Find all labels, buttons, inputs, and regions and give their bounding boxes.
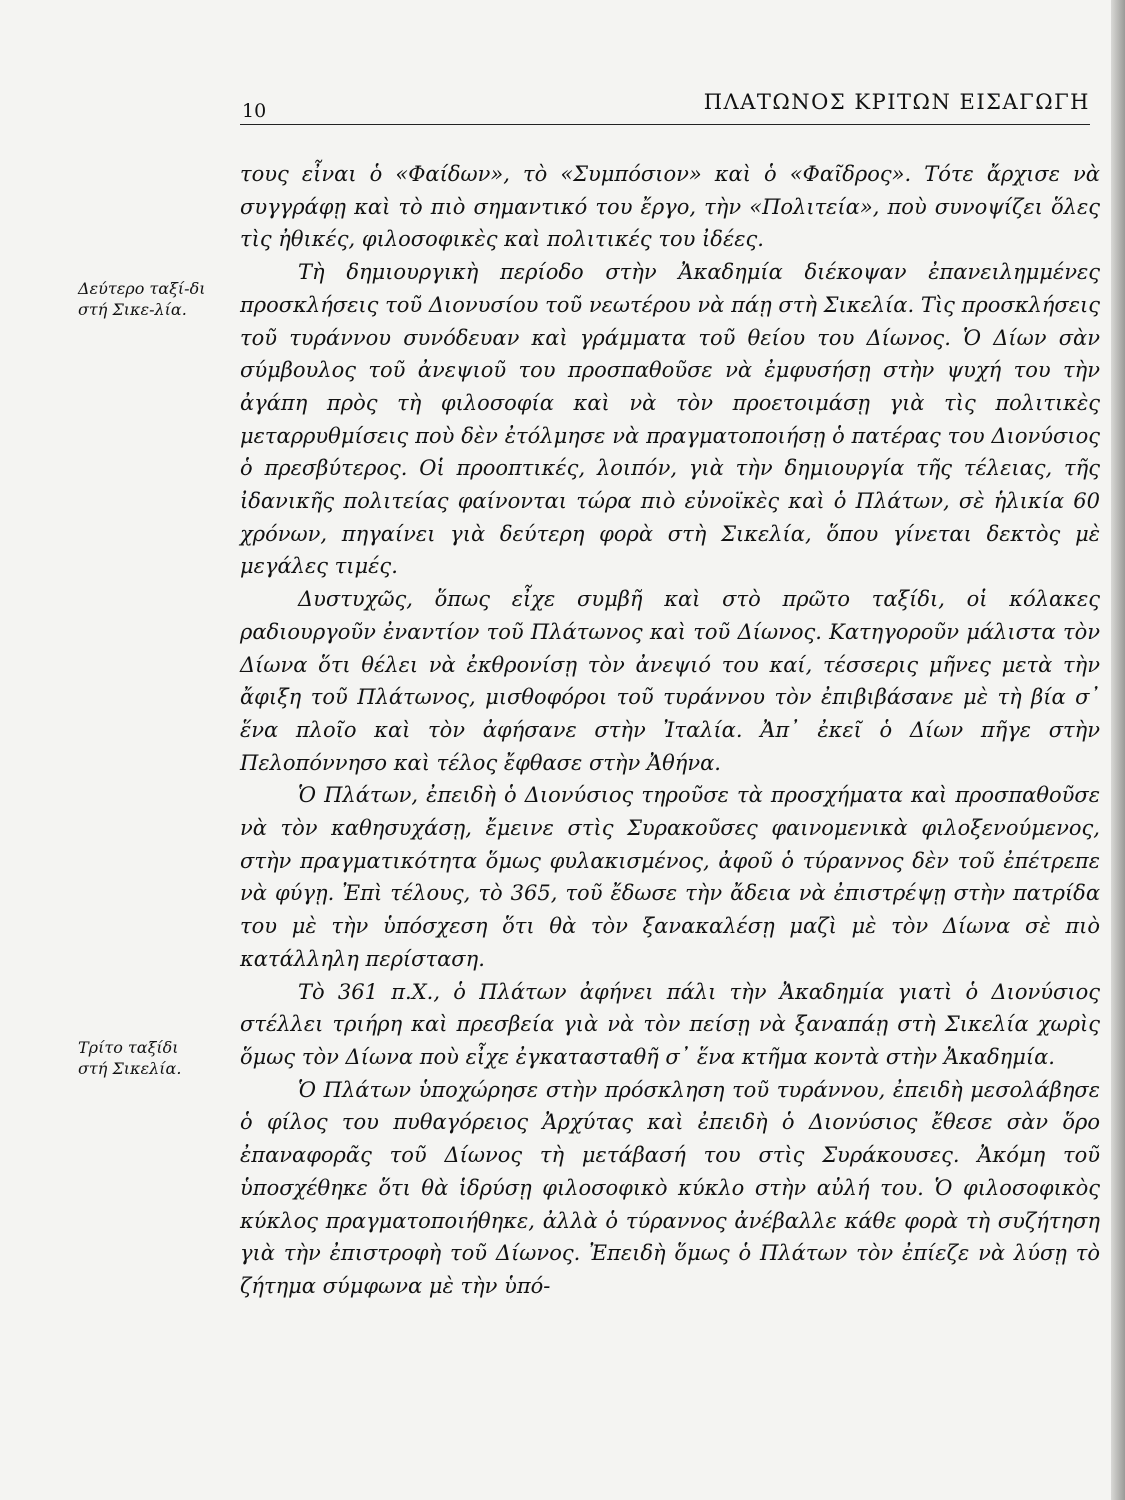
paragraph-captivity: Ὁ Πλάτων, ἐπειδὴ ὁ Διονύσιος τηροῦσε τὰ προσχήματα καὶ προσπαθοῦσε νὰ τὸν καθησυχάσῃ, ἔμεινε στὶς Συρακοῦσες φαινομενικὰ φιλοξενούμενος, στὴν πραγματικότητα ὅμως φυλακισμένος, ἀφοῦ ὁ τύραννος δὲν τοῦ ἐπέτρεπε νὰ φύγῃ. Ἐπὶ τέλους, τὸ 365, τοῦ ἔδωσε τὴν ἄδεια νὰ ἐπιστρέψῃ στὴν πατρίδα του μὲ τὴν ὑπόσχεση ὅτι θὰ τὸν ξανακαλέσῃ μαζὶ μὲ τὸν Δίωνα σὲ πιὸ κατάλληλη περίσταση. <box>240 783 1100 971</box>
margin-note-third-trip: Τρίτο ταξίδι στή Σικελία. <box>78 1038 182 1078</box>
body-text <box>240 158 1100 1303</box>
paragraph-continuation: τους εἶναι ὁ «Φαίδων», τὸ «Συμπόσιον» καὶ ὁ «Φαῖδρος». Τότε ἄρχισε νὰ συγγράφῃ καὶ τὸ πιὸ σημαντικό του ἔργο, τὴν «Πολιτεία», ποὺ συνοψίζει ὅλες τὶς ἠθικές, φιλοσοφικὲς καὶ πολιτικές του ἰδέες. <box>240 162 1100 252</box>
margin-note-second-trip: Δεύτερο ταξί-δι στή Σικε-λία. <box>78 279 206 319</box>
paragraph-third-trip: Τὸ 361 π.Χ., ὁ Πλάτων ἀφήνει πάλι τὴν Ἀκαδημία γιατὶ ὁ Διονύσιος στέλλει τριήρη καὶ πρεσβεία γιὰ νὰ τὸν πείσῃ νὰ ξαναπάῃ στὴ Σικελία χωρὶς ὅμως τὸν Δίωνα ποὺ εἶχε ἐγκατασταθῆ σ᾿ ἕνα κτῆμα κοντὰ στὴν Ἀκαδημία. <box>240 979 1100 1069</box>
paragraph-archytas: Ὁ Πλάτων ὑποχώρησε στὴν πρόσκληση τοῦ τυράννου, ἐπειδὴ μεσολάβησε ὁ φίλος του πυθαγόρειος Ἀρχύτας καὶ ἐπειδὴ ὁ Διονύσιος ἔθεσε σὰν ὅρο ἐπαναφορᾶς τοῦ Δίωνος τὴ μετάβασή του στὶς Συράκουσες. Ἀκόμη τοῦ ὑποσχέθηκε ὅτι θὰ ἱδρύσῃ φιλοσοφικὸ κύκλο στὴν αὐλή του. Ὁ φιλοσοφικὸς κύκλος πραγματοποιήθηκε, ἀλλὰ ὁ τύραννος ἀνέβαλλε κάθε φορὰ τὴ συζήτηση γιὰ τὴν ἐπιστροφὴ τοῦ Δίωνος. Ἐπειδὴ ὅμως ὁ Πλάτων τὸν ἐπίεζε νὰ λύσῃ τὸ ζήτημα σύμφωνα μὲ τὴν ὑπό- <box>240 1077 1100 1298</box>
page-number: 10 <box>242 100 267 122</box>
header-rule <box>240 124 1090 125</box>
paragraph-second-trip: Τὴ δημιουργικὴ περίοδο στὴν Ἀκαδημία διέκοψαν ἐπανειλημμένες προσκλήσεις τοῦ Διονυσίου τοῦ νεωτέρου νὰ πάῃ στὴ Σικελία. Τὶς προσκλήσεις τοῦ τυράννου συνόδευαν καὶ γράμματα τοῦ θείου του Δίωνος. Ὁ Δίων σὰν σύμβουλος τοῦ ἀνεψιοῦ του προσπαθοῦσε νὰ ἐμφυσήσῃ στὴν ψυχή του τὴν ἀγάπη πρὸς τὴ φιλοσοφία καὶ νὰ τὸν προετοιμάσῃ γιὰ τὶς πολιτικὲς μεταρρυθμίσεις ποὺ δὲν ἐτόλμησε νὰ πραγματοποιήσῃ ὁ πατέρας του Διονύσιος ὁ πρεσβύτερος. Οἱ προοπτικές, λοιπόν, γιὰ τὴν δημιουργία τῆς τέλειας, τῆς ἰδανικῆς πολιτείας φαίνονται τώρα πιὸ εὐνοϊκὲς καὶ ὁ Πλάτων, σὲ ἡλικία 60 χρόνων, πηγαίνει γιὰ δεύτερη φορὰ στὴ Σικελία, ὅπου γίνεται δεκτὸς μὲ μεγάλες τιμές. <box>240 260 1100 579</box>
page-header <box>240 86 1090 122</box>
book-spine-shadow <box>1111 0 1125 1500</box>
running-title: ΠΛΑΤΩΝΟΣ ΚΡΙΤΩΝ ΕΙΣΑΓΩΓΗ <box>703 90 1090 114</box>
paragraph-intrigues: Δυστυχῶς, ὅπως εἶχε συμβῆ καὶ στὸ πρῶτο ταξίδι, οἱ κόλακες ραδιουργοῦν ἐναντίον τοῦ Πλάτωνος καὶ τοῦ Δίωνος. Κατηγοροῦν μάλιστα τὸν Δίωνα ὅτι θέλει νὰ ἐκθρονίσῃ τὸν ἀνεψιό του καί, τέσσερις μῆνες μετὰ τὴν ἄφιξη τοῦ Πλάτωνος, μισθοφόροι τοῦ τυράννου τὸν ἐπιβιβάσανε μὲ τὴ βία σ᾿ ἕνα πλοῖο καὶ τὸν ἀφήσανε στὴν Ἰταλία. Ἀπ᾿ ἐκεῖ ὁ Δίων πῆγε στὴν Πελοπόννησο καὶ τέλος ἔφθασε στὴν Ἀθήνα. <box>240 587 1100 775</box>
